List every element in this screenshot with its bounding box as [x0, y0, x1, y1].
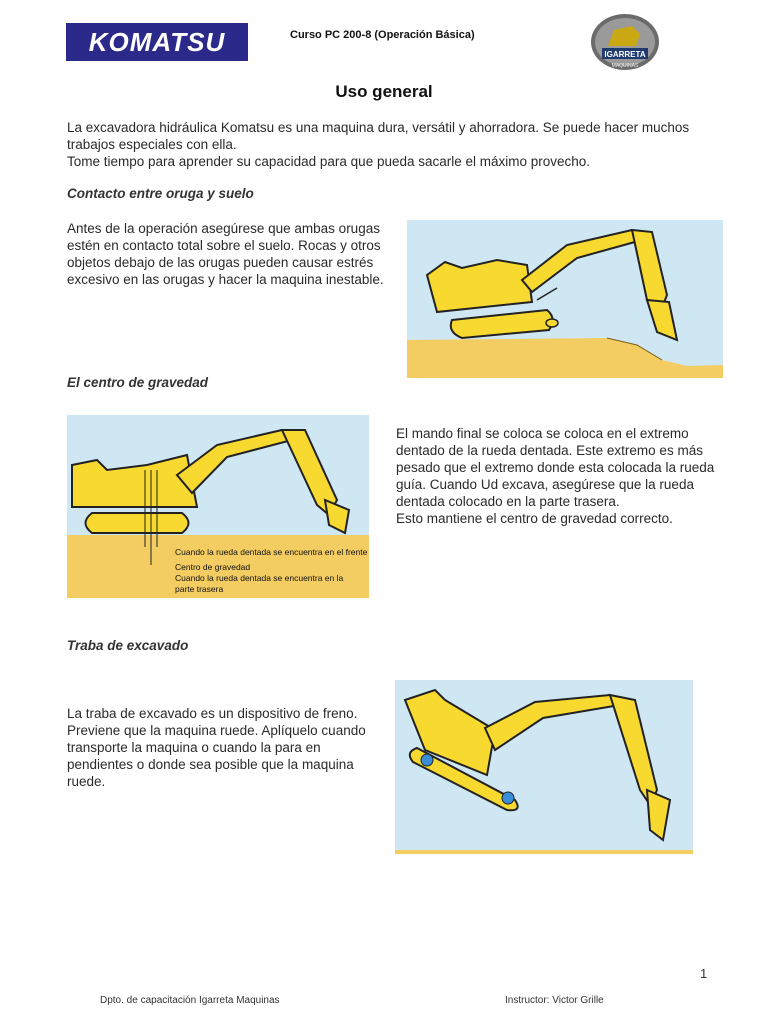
- footer-left: Dpto. de capacitación Igarreta Maquinas: [100, 995, 280, 1006]
- label-center-of-gravity: Centro de gravedad: [175, 562, 251, 572]
- intro-line-1: La excavadora hidráulica Komatsu es una maquina dura, versátil y ahorradora. Se puede hacer muchos trabajos especiales con ella.: [67, 120, 690, 152]
- section2-heading: El centro de gravedad: [67, 375, 209, 390]
- section2-body-line2: Esto mantiene el centro de gravedad correcto.: [396, 511, 673, 526]
- igarreta-badge-logo: [588, 12, 662, 72]
- travel-lock-illustration: [395, 680, 693, 854]
- badge-subtext: MAQUINAS: [611, 63, 639, 69]
- course-title: Curso PC 200-8 (Operación Básica): [290, 29, 475, 41]
- section3-heading: Traba de excavado: [67, 638, 189, 653]
- section2-body-line1: El mando final se coloca se coloca en el extremo dentado de la rueda dentada. Este extremo es más pesado que el extremo donde esta colocada la rueda guía. Cuando Ud excava, asegúrese que la rueda dentada colocado en la parte trasera.: [396, 426, 715, 509]
- komatsu-logo: KOMATSU: [66, 23, 248, 61]
- footer-right: Instructor: Victor Grille: [505, 995, 604, 1006]
- center-of-gravity-illustration: [67, 415, 369, 598]
- page-title: Uso general: [335, 82, 433, 101]
- page-number: 1: [700, 966, 708, 981]
- intro-line-2: Tome tiempo para aprender su capacidad para que pueda sacarle el máximo provecho.: [67, 154, 591, 169]
- section3-body: La traba de excavado es un dispositivo de freno. Previene que la maquina ruede. Aplíquelo cuando transporte la maquina o cuando la para en pendientes o donde sea posible que la maquina ruede.: [67, 706, 366, 789]
- track-contact-illustration: [407, 220, 723, 378]
- label-sprocket-rear: [175, 573, 343, 595]
- badge-text: IGARRETA: [604, 50, 646, 59]
- section2-body: [396, 425, 716, 527]
- label-sprocket-front: Cuando la rueda dentada se encuentra en el frente: [175, 547, 368, 557]
- intro-paragraph: [67, 119, 717, 170]
- section1-body: Antes de la operación asegúrese que ambas orugas estén en contacto total sobre el suelo. Rocas y otros objetos debajo de las orugas pueden causar estrés excesivo en las orugas y hacer la maquina inestable.: [67, 221, 384, 287]
- label-sprocket-rear-line2: parte trasera: [175, 584, 224, 594]
- section1-heading: Contacto entre oruga y suelo: [67, 186, 254, 201]
- label-sprocket-rear-line1: Cuando la rueda dentada se encuentra en la: [175, 573, 344, 583]
